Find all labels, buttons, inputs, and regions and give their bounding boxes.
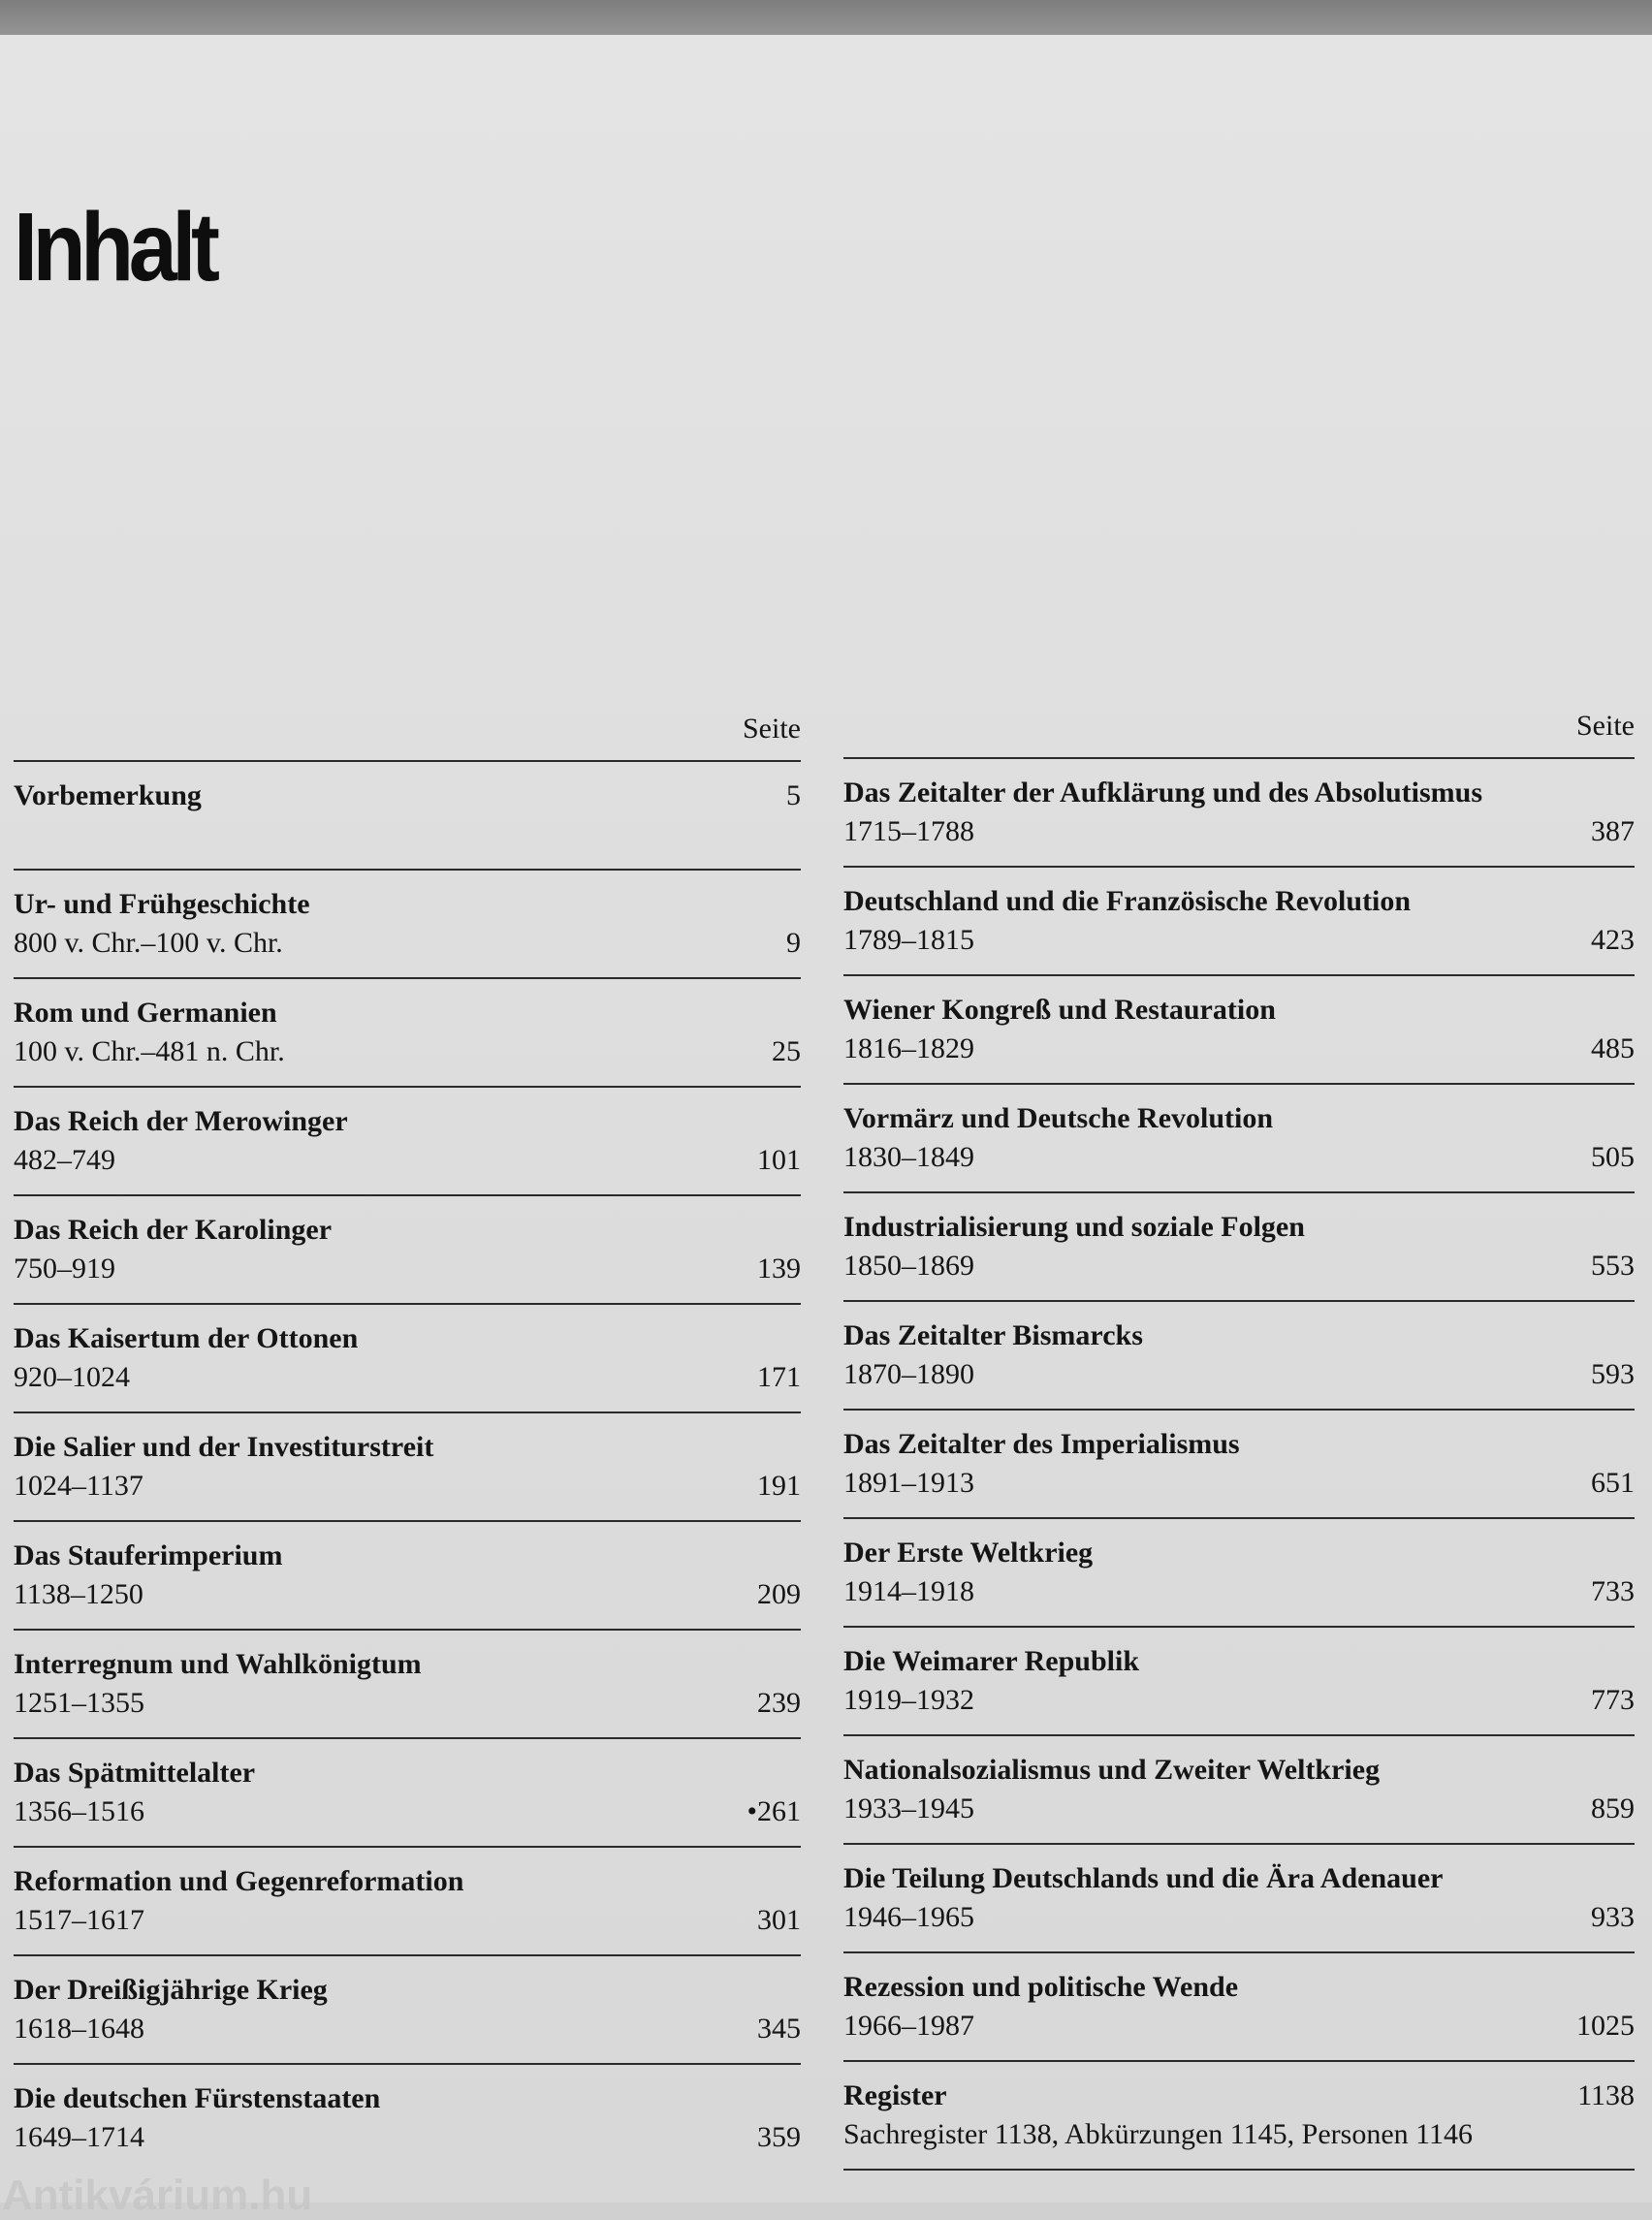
- entry-period: 1251–1355: [14, 1687, 144, 1719]
- entry-period: 1715–1788: [843, 815, 974, 847]
- entry-page: 139: [757, 1253, 801, 1284]
- toc-entry: [843, 1845, 1635, 1953]
- toc-entry: [14, 1413, 801, 1522]
- toc-entry: [843, 1628, 1635, 1736]
- entry-period: 1138–1250: [14, 1578, 143, 1610]
- entry-page: 773: [1591, 1684, 1635, 1716]
- entry-page: 1025: [1576, 2010, 1635, 2042]
- toc-column-left: [14, 706, 801, 2172]
- entry-title: Die Teilung Deutschlands und die Ära Adenauer: [843, 1862, 1444, 1894]
- entry-period: 800 v. Chr.–100 v. Chr.: [14, 927, 283, 959]
- toc-entry: [843, 976, 1635, 1085]
- entry-page: •261: [747, 1795, 801, 1827]
- entry-page: 171: [757, 1361, 801, 1393]
- entry-page: 593: [1591, 1358, 1635, 1390]
- toc-entry: [843, 1085, 1635, 1193]
- entry-title: Das Zeitalter der Aufklärung und des Absolutismus: [843, 777, 1483, 809]
- entry-title: Ur- und Frühgeschichte: [14, 888, 310, 920]
- toc-entry: [14, 762, 801, 871]
- entry-period: 1933–1945: [843, 1792, 974, 1824]
- entry-page: 345: [757, 2013, 801, 2045]
- toc-entry: [843, 759, 1635, 868]
- toc-entry: [843, 1411, 1635, 1519]
- toc-entry: [14, 871, 801, 979]
- entry-period: 1966–1987: [843, 2010, 974, 2042]
- entry-title: Nationalsozialismus und Zweiter Weltkrieg: [843, 1754, 1381, 1786]
- entry-title: Das Kaisertum der Ottonen: [14, 1322, 359, 1354]
- entry-period: 1850–1869: [843, 1250, 974, 1282]
- entry-page: 239: [757, 1687, 801, 1719]
- entry-page: 651: [1591, 1467, 1635, 1499]
- entry-title: Die deutschen Fürstenstaaten: [14, 2082, 381, 2114]
- entry-page: 359: [757, 2121, 801, 2153]
- toc-entry: [14, 2065, 801, 2172]
- entry-period: 1891–1913: [843, 1467, 974, 1499]
- entry-period: 1618–1648: [14, 2013, 144, 2045]
- entry-page: 553: [1591, 1250, 1635, 1282]
- entry-period: 100 v. Chr.–481 n. Chr.: [14, 1035, 285, 1067]
- entry-page: 25: [772, 1035, 801, 1067]
- entry-page: 485: [1591, 1032, 1635, 1064]
- entry-page: 301: [757, 1904, 801, 1936]
- entry-title: Deutschland und die Französische Revolution: [843, 885, 1412, 917]
- seite-header-left: Seite: [14, 706, 801, 762]
- entry-page: 5: [786, 779, 801, 811]
- entry-title: Vormärz und Deutsche Revolution: [843, 1102, 1274, 1134]
- entry-title: Die Salier und der Investiturstreit: [14, 1431, 434, 1463]
- entry-title: Vorbemerkung: [14, 779, 202, 811]
- toc-entry-register: [843, 2062, 1635, 2171]
- toc-entry: [843, 1193, 1635, 1302]
- entry-period: 1946–1965: [843, 1901, 974, 1933]
- entry-page: 209: [757, 1578, 801, 1610]
- entry-title: Das Reich der Merowinger: [14, 1105, 348, 1137]
- entry-title: Register: [843, 2079, 947, 2111]
- toc-entry: [14, 1631, 801, 1739]
- entry-page: 505: [1591, 1141, 1635, 1173]
- toc-entry: [14, 1305, 801, 1413]
- entry-period: 1024–1137: [14, 1470, 143, 1502]
- entry-period: 1919–1932: [843, 1684, 974, 1716]
- entry-title: Das Stauferimperium: [14, 1539, 283, 1571]
- toc-column-right: [843, 703, 1635, 2171]
- entry-title: Der Dreißigjährige Krieg: [14, 1974, 328, 2006]
- entry-page: 733: [1591, 1575, 1635, 1607]
- entry-period: 1649–1714: [14, 2121, 144, 2153]
- entry-title: Industrialisierung und soziale Folgen: [843, 1211, 1305, 1243]
- entry-period: 920–1024: [14, 1361, 130, 1393]
- toc-entry: [14, 1956, 801, 2065]
- entry-title: Das Reich der Karolinger: [14, 1214, 333, 1246]
- toc-entry: [14, 1848, 801, 1956]
- entry-period: 1870–1890: [843, 1358, 974, 1390]
- toc-entry: [14, 1522, 801, 1631]
- entry-page: 423: [1591, 924, 1635, 956]
- entry-period: 1816–1829: [843, 1032, 974, 1064]
- entry-page: 191: [757, 1470, 801, 1502]
- entry-period: 750–919: [14, 1253, 115, 1284]
- entry-period: 1356–1516: [14, 1795, 144, 1827]
- toc-entry: [843, 868, 1635, 976]
- entry-title: Der Erste Weltkrieg: [843, 1537, 1094, 1569]
- entry-period: 1517–1617: [14, 1904, 144, 1936]
- entry-period: Sachregister 1138, Abkürzungen 1145, Personen 1146: [843, 2118, 1474, 2150]
- toc-entry: [843, 1736, 1635, 1845]
- entry-title: Das Spätmittelalter: [14, 1757, 256, 1789]
- entry-page: 933: [1591, 1901, 1635, 1933]
- page-title: Inhalt: [14, 193, 215, 301]
- toc-entry: [14, 1088, 801, 1196]
- entry-page: 859: [1591, 1792, 1635, 1824]
- toc-entry: [843, 1953, 1635, 2062]
- entry-title: Reformation und Gegenreformation: [14, 1865, 464, 1897]
- toc-entry: [14, 1196, 801, 1305]
- toc-entry: [843, 1302, 1635, 1411]
- entry-period: 482–749: [14, 1144, 115, 1176]
- entry-title: Das Zeitalter Bismarcks: [843, 1319, 1143, 1351]
- toc-entry: [843, 1519, 1635, 1628]
- entry-period: 1789–1815: [843, 924, 974, 956]
- seite-header-right: Seite: [843, 703, 1635, 759]
- entry-title: Die Weimarer Republik: [843, 1645, 1140, 1677]
- entry-period: 1914–1918: [843, 1575, 974, 1607]
- entry-title: Das Zeitalter des Imperialismus: [843, 1428, 1240, 1460]
- entry-period: 1830–1849: [843, 1141, 974, 1173]
- entry-title: Rom und Germanien: [14, 997, 277, 1029]
- entry-title: Interregnum und Wahlkönigtum: [14, 1648, 422, 1680]
- watermark: Antikvárium.hu: [2, 2172, 313, 2219]
- toc-entry: [14, 1739, 801, 1848]
- entry-page: 101: [757, 1144, 801, 1176]
- entry-page: 387: [1591, 815, 1635, 847]
- entry-page: 1138: [1577, 2079, 1635, 2111]
- toc-entry: [14, 979, 801, 1088]
- entry-title: Wiener Kongreß und Restauration: [843, 994, 1276, 1026]
- entry-title: Rezession und politische Wende: [843, 1971, 1239, 2003]
- entry-page: 9: [786, 927, 801, 959]
